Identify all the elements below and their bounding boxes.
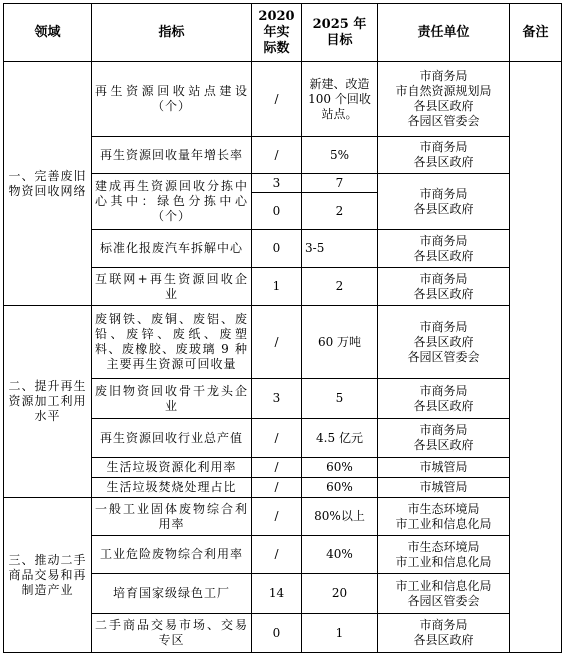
value-2025-cell: 新建、改造 100 个回收站点。 [302,62,378,137]
indicator-cell: 二手商品交易市场、交易专区 [92,614,252,653]
responsible-unit-cell: 市商务局 各县区政府 [378,268,510,306]
header-responsible-unit: 责任单位 [378,4,510,62]
indicator-cell: 废旧物资回收骨干龙头企业 [92,379,252,419]
indicator-cell: 一般工业固体废物综合利用率 [92,498,252,536]
value-2020-cell: 0 [252,230,302,268]
value-2020-cell: / [252,419,302,458]
remarks-cell [510,62,562,653]
value-2025-cell: 60% [302,458,378,478]
value-2020-cell: / [252,137,302,174]
value-2020-cell: / [252,306,302,379]
domain-cell: 一、完善废旧物资回收网络 [4,62,92,306]
value-2025-cell: 80%以上 [302,498,378,536]
responsible-unit-cell: 市城管局 [378,478,510,498]
header-remarks: 备注 [510,4,562,62]
indicator-cell: 废钢铁、废铜、废铝、废铅、废锌、废纸、废塑料、废橡胶、废玻璃 9 种主要再生资源可回收量 [92,306,252,379]
indicator-cell: 再生资源回收站点建设（个） [92,62,252,137]
responsible-unit-cell: 市商务局 各县区政府 [378,230,510,268]
value-2025-cell: 3-5 [302,230,378,268]
table-row [4,498,562,536]
responsible-unit-cell: 市工业和信息化局 各园区管委会 [378,574,510,614]
value-2020-cell: 3 [252,174,302,193]
responsible-unit-cell: 市生态环境局 市工业和信息化局 [378,498,510,536]
indicator-cell: 再生资源回收量年增长率 [92,137,252,174]
value-2025-cell: 1 [302,614,378,653]
value-2025-cell: 2 [302,268,378,306]
value-2025-cell: 4.5 亿元 [302,419,378,458]
value-2020-cell: / [252,498,302,536]
indicator-cell: 工业危险废物综合利用率 [92,536,252,574]
value-2020-cell: / [252,62,302,137]
domain-cell: 三、推动二手商品交易和再制造产业 [4,498,92,653]
indicator-cell: 培育国家级绿色工厂 [92,574,252,614]
header-indicator: 指标 [92,4,252,62]
indicator-cell: 互联网+再生资源回收企业 [92,268,252,306]
responsible-unit-cell: 市商务局 市自然资源规划局 各县区政府 各园区管委会 [378,62,510,137]
value-2025-cell: 20 [302,574,378,614]
header-domain: 领域 [4,4,92,62]
responsible-unit-cell: 市商务局 各县区政府 [378,379,510,419]
header-2025-target: 2025 年 目标 [302,4,378,62]
value-2025-cell: 2 [302,193,378,230]
value-2020-cell: 3 [252,379,302,419]
value-2025-cell: 5% [302,137,378,174]
domain-cell: 二、提升再生资源加工利用水平 [4,306,92,498]
indicator-cell: 标准化报废汽车拆解中心 [92,230,252,268]
value-2020-cell: / [252,478,302,498]
indicator-cell: 建成再生资源回收分拣中心其中：绿色分拣中心（个） [92,174,252,230]
value-2020-cell: 0 [252,193,302,230]
responsible-unit-cell: 市商务局 各县区政府 [378,614,510,653]
responsible-unit-cell: 市城管局 [378,458,510,478]
indicator-cell: 再生资源回收行业总产值 [92,419,252,458]
responsible-unit-cell: 市商务局 各县区政府 各园区管委会 [378,306,510,379]
header-row [4,4,562,62]
value-2025-cell: 60 万吨 [302,306,378,379]
responsible-unit-cell: 市商务局 各县区政府 [378,137,510,174]
responsible-unit-cell: 市商务局 各县区政府 [378,419,510,458]
value-2020-cell: 14 [252,574,302,614]
value-2025-cell: 7 [302,174,378,193]
table-row [4,62,562,137]
indicator-cell: 生活垃圾焚烧处理占比 [92,478,252,498]
responsible-unit-cell: 市商务局 各县区政府 [378,174,510,230]
value-2020-cell: 0 [252,614,302,653]
value-2020-cell: / [252,458,302,478]
header-2020-actual: 2020 年实 际数 [252,4,302,62]
value-2025-cell: 40% [302,536,378,574]
value-2025-cell: 5 [302,379,378,419]
indicator-cell: 生活垃圾资源化利用率 [92,458,252,478]
table-row [4,306,562,379]
value-2020-cell: 1 [252,268,302,306]
value-2025-cell: 60% [302,478,378,498]
responsible-unit-cell: 市生态环境局 市工业和信息化局 [378,536,510,574]
value-2020-cell: / [252,536,302,574]
indicator-table [3,3,562,653]
